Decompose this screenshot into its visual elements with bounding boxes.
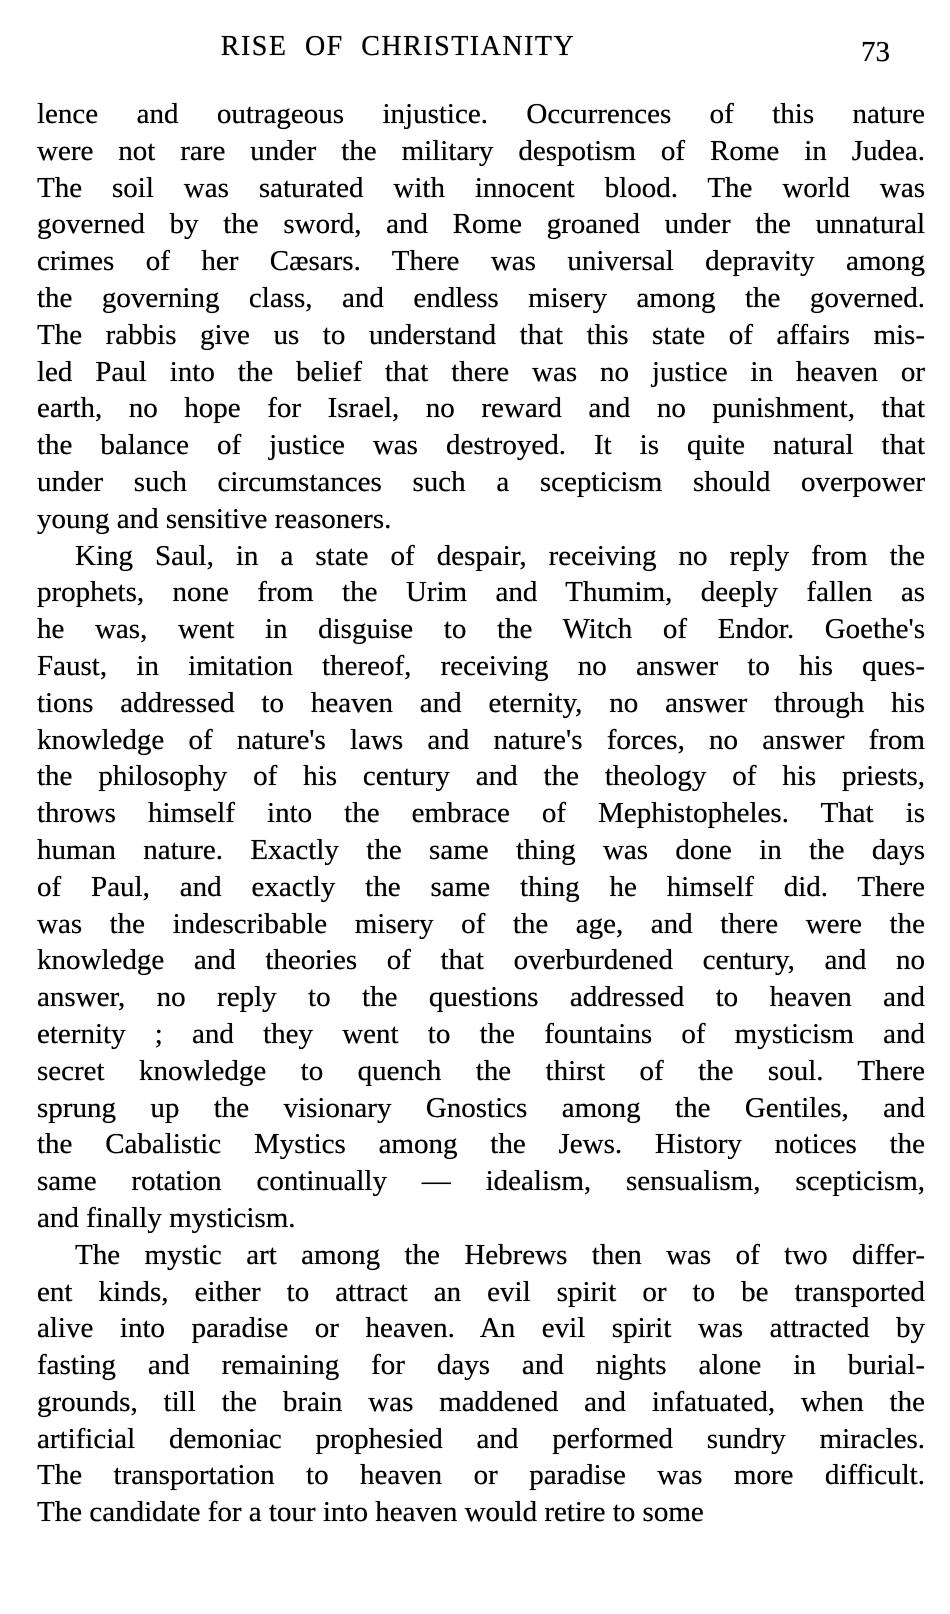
text-line: grounds, till the brain was maddened and infatuated, when the: [37, 1385, 925, 1418]
text-line: ent kinds, either to attract an evil spirit or to be transported: [37, 1275, 925, 1308]
text-line: sprung up the visionary Gnostics among the Gentiles, and: [37, 1091, 925, 1124]
text-line: he was, went in disguise to the Witch of Endor. Goethe's: [37, 613, 925, 646]
running-header: [0, 0, 950, 70]
text-line: The rabbis give us to understand that this state of affairs mis-: [37, 318, 925, 351]
text-line: eternity ; and they went to the fountains of mysticism and: [37, 1017, 925, 1050]
text-line: earth, no hope for Israel, no reward and no punishment, that: [37, 392, 925, 425]
text-line: knowledge of nature's laws and nature's forces, no answer from: [37, 723, 925, 756]
text-line: human nature. Exactly the same thing was done in the days: [37, 833, 925, 866]
text-line: and finally mysticism.: [37, 1201, 296, 1234]
text-line: tions addressed to heaven and eternity, no answer through his: [37, 686, 925, 719]
text-line: The soil was saturated with innocent blood. The world was: [37, 171, 925, 204]
text-line: The transportation to heaven or paradise was more difficult.: [37, 1459, 925, 1492]
text-line: throws himself into the embrace of Mephistopheles. That is: [37, 797, 925, 830]
text-line: same rotation continually — idealism, sensualism, scepticism,: [37, 1165, 925, 1198]
text-line: the governing class, and endless misery among the governed.: [37, 281, 925, 314]
text-line: led Paul into the belief that there was no justice in heaven or: [37, 355, 925, 388]
text-line: the Cabalistic Mystics among the Jews. History notices the: [37, 1128, 925, 1161]
text-line: secret knowledge to quench the thirst of the soul. There: [37, 1054, 925, 1087]
text-line: King Saul, in a state of despair, receiving no reply from the: [75, 539, 925, 572]
text-line: the philosophy of his century and the theology of his priests,: [37, 760, 925, 793]
page-title: RISE OF CHRISTIANITY: [220, 31, 576, 62]
text-line: under such circumstances such a scepticism should overpower: [37, 465, 925, 498]
text-line: Faust, in imitation thereof, receiving no answer to his ques-: [37, 649, 925, 682]
text-line: young and sensitive reasoners.: [37, 502, 392, 535]
text-line: fasting and remaining for days and nights alone in burial-: [37, 1349, 925, 1382]
text-line: lence and outrageous injustice. Occurrences of this nature: [37, 98, 925, 130]
text-line: The candidate for a tour into heaven would retire to some: [37, 1496, 704, 1529]
text-line: knowledge and theories of that overburdened century, and no: [37, 944, 925, 977]
text-line: the balance of justice was destroyed. It is quite natural that: [37, 429, 925, 462]
text-line: alive into paradise or heaven. An evil spirit was attracted by: [37, 1312, 925, 1345]
text-line: was the indescribable misery of the age, and there were the: [37, 907, 925, 940]
text-line: prophets, none from the Urim and Thumim, deeply fallen as: [37, 576, 925, 609]
text-line: of Paul, and exactly the same thing he himself did. There: [37, 870, 925, 903]
text-line: answer, no reply to the questions addressed to heaven and: [37, 981, 925, 1014]
page-number: 73: [861, 36, 890, 68]
text-line: crimes of her Cæsars. There was universal depravity among: [37, 245, 925, 278]
page-body: [37, 96, 925, 1531]
text-line: artificial demoniac prophesied and performed sundry miracles.: [37, 1422, 925, 1455]
text-line: governed by the sword, and Rome groaned under the unnatural: [37, 208, 925, 241]
text-line: were not rare under the military despotism of Rome in Judea.: [37, 134, 925, 167]
text-line: The mystic art among the Hebrews then was of two differ-: [75, 1238, 925, 1271]
